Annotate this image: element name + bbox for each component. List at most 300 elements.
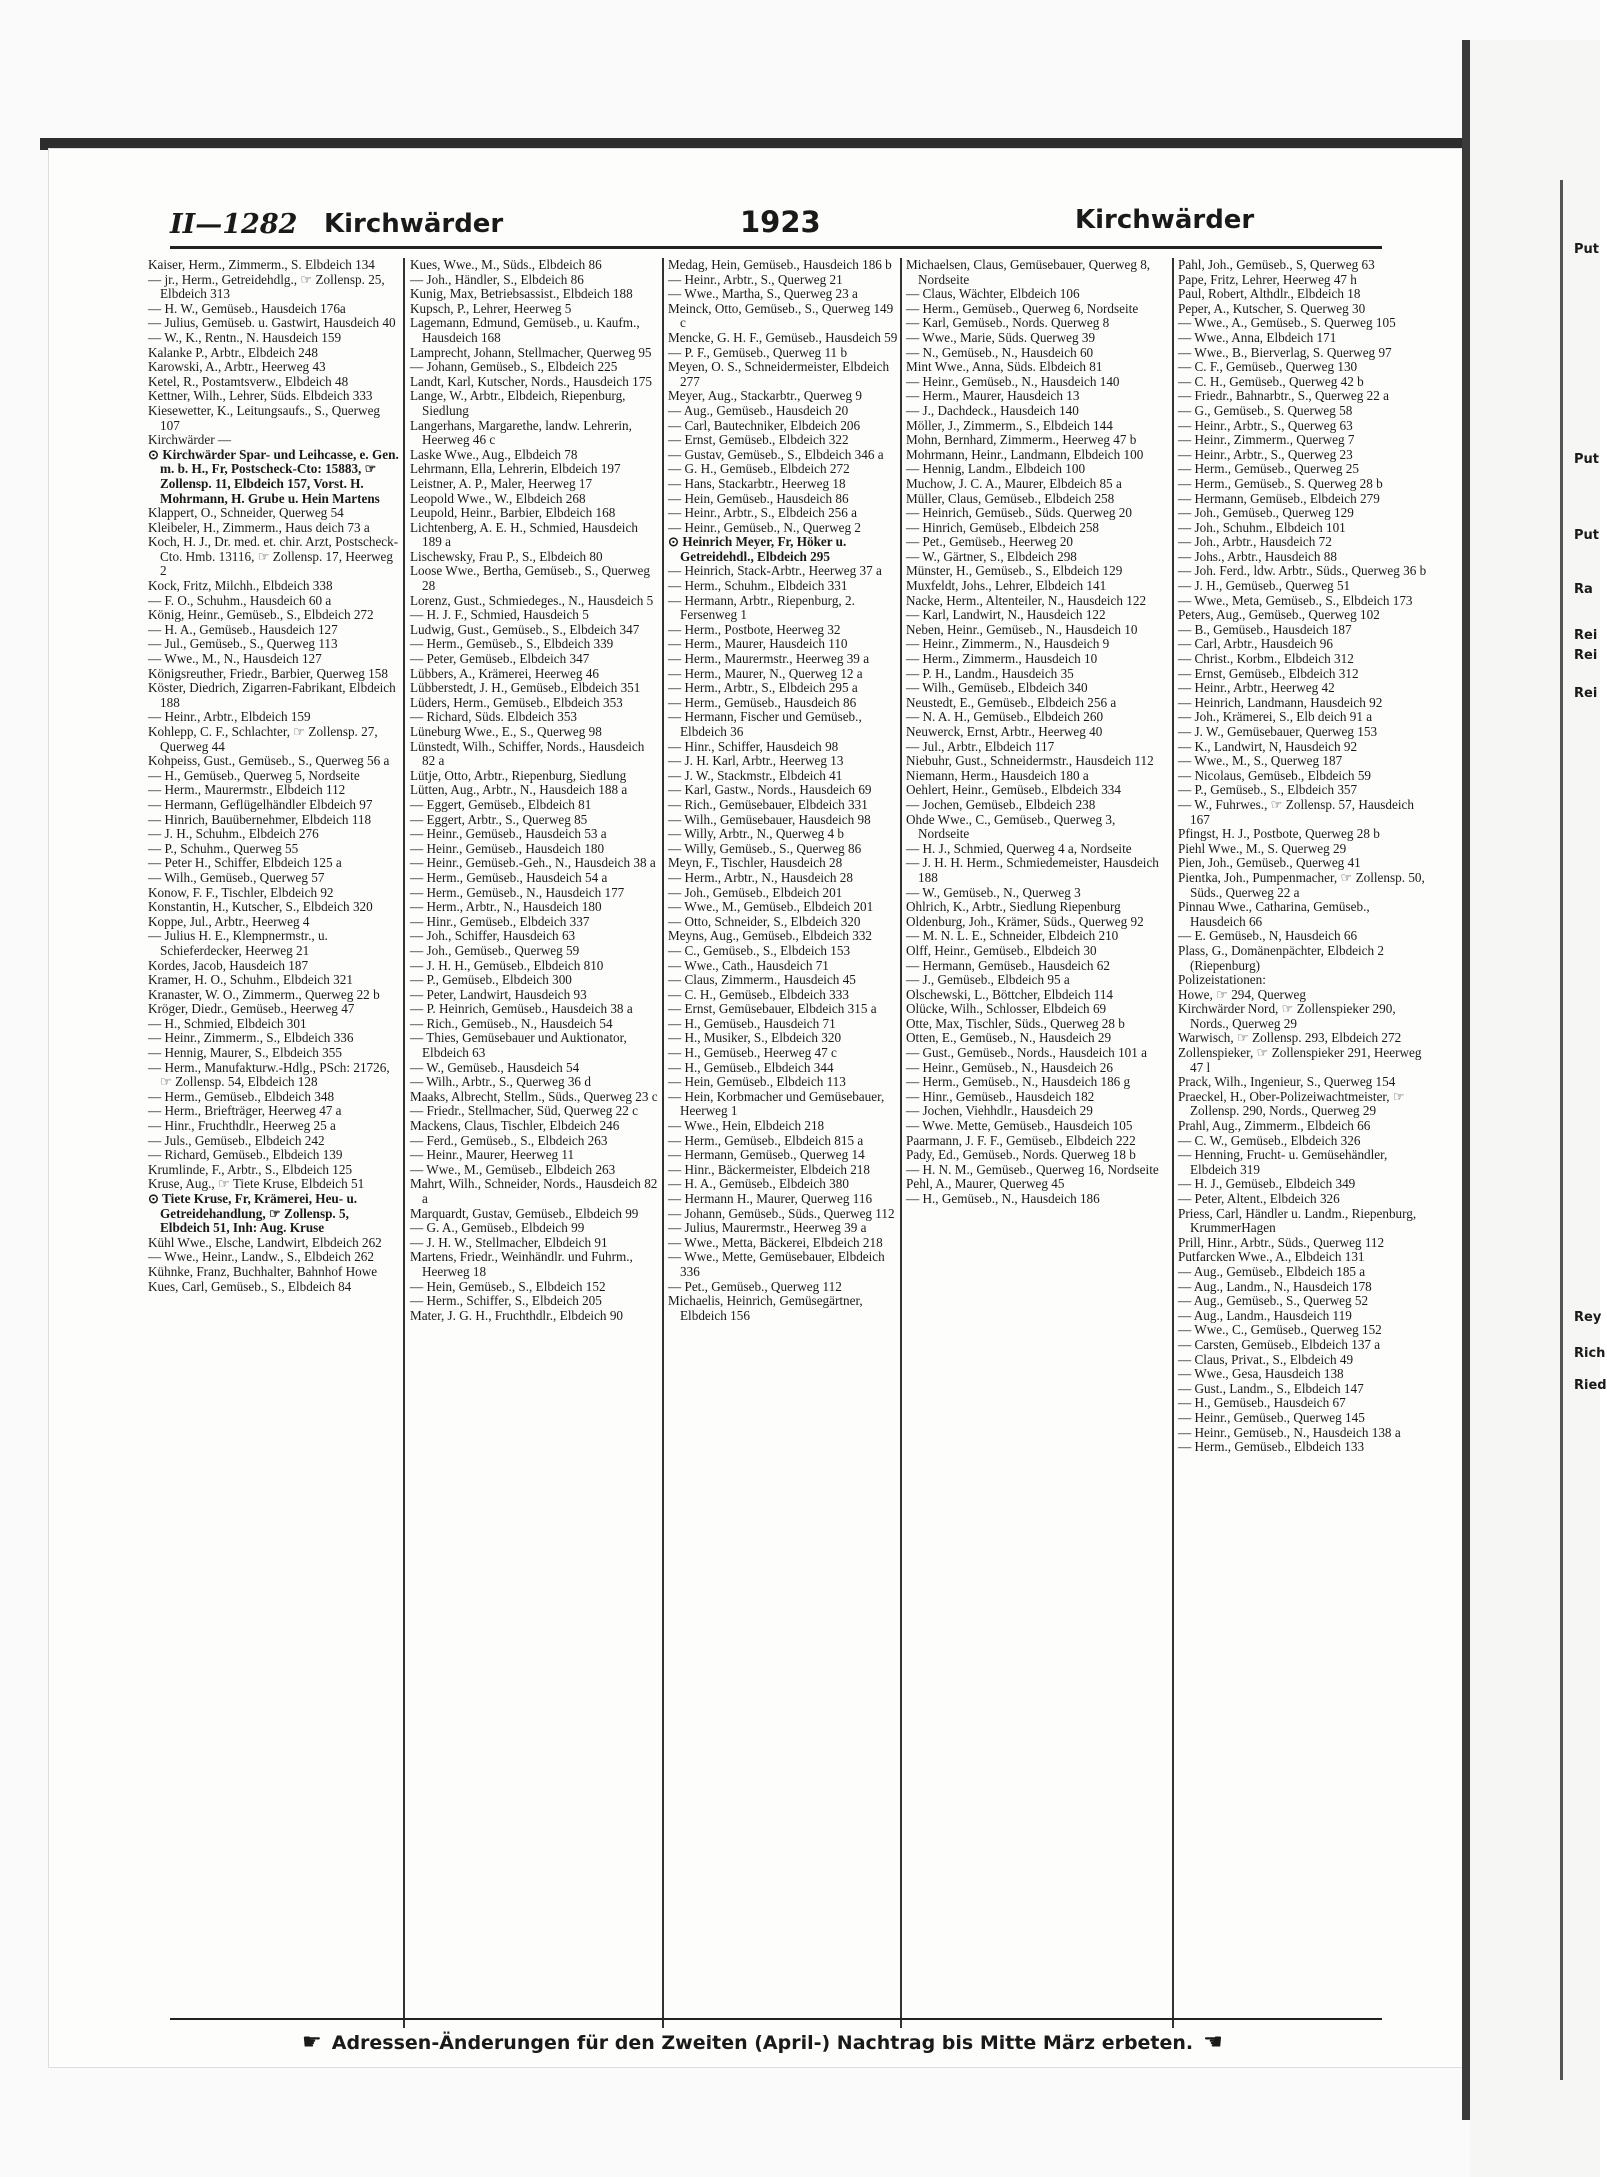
directory-entry: — Heinrich, Landmann, Hausdeich 92: [1178, 694, 1383, 710]
directory-entry: Kleibeler, H., Zimmerm., Haus deich 73 a: [148, 519, 370, 535]
directory-entry: Koppe, Jul., Arbtr., Heerweg 4: [148, 913, 310, 929]
directory-entry: — Herm., Gemüseb., N., Hausdeich 186 g: [906, 1074, 1131, 1090]
directory-entry: Putfarcken Wwe., A., Elbdeich 131: [1178, 1249, 1365, 1265]
directory-entry: — Johann, Gemüseb., S., Elbdeich 225: [410, 359, 618, 375]
directory-entry: — Thies, Gemüsebauer und Auktionator, Elbdeich 63: [410, 1030, 627, 1061]
directory-entry: — Aug., Landm., N., Hausdeich 178: [1178, 1278, 1372, 1294]
directory-entry: Maaks, Albrecht, Stellm., Süds., Querweg 23 c: [410, 1088, 658, 1104]
directory-entry: — Aug., Gemüseb., Hausdeich 20: [668, 402, 849, 418]
directory-entry: — N., Gemüseb., N., Hausdeich 60: [906, 344, 1094, 360]
directory-entry: Plass, G., Domänenpächter, Elbdeich 2 (Riepenburg): [1178, 942, 1385, 973]
directory-entry: — C. W., Gemüseb., Elbdeich 326: [1178, 1132, 1361, 1148]
directory-entry: Lischewsky, Frau P., S., Elbdeich 80: [410, 548, 603, 564]
directory-entry: — Hein, Gemüseb., Elbdeich 113: [668, 1074, 846, 1090]
directory-entry: Warwisch, ☞ Zollensp. 293, Elbdeich 272: [1178, 1030, 1402, 1046]
directory-entry: — J. H. H. Herm., Schmiedemeister, Hausdeich 188: [906, 855, 1159, 885]
directory-entry: — Joh., Händler, S., Elbdeich 86: [410, 271, 584, 287]
directory-entry: Ohde Wwe., C., Gemüseb., Querweg 3, Nordseite: [906, 811, 1116, 842]
directory-entry: Leopold Wwe., W., Elbdeich 268: [410, 490, 586, 506]
directory-entry: — Herm., Arbtr., S., Elbdeich 295 a: [668, 680, 858, 696]
directory-entry: — Joh., Gemüseb., Querweg 129: [1178, 505, 1354, 521]
page-header: [170, 205, 1380, 245]
directory-entry: Niebuhr, Gust., Schneidermstr., Hausdeich 112: [906, 753, 1154, 769]
directory-entry: Lütje, Otto, Arbtr., Riepenburg, Siedlung: [410, 767, 627, 783]
directory-entry: — Hennig, Landm., Elbdeich 100: [906, 461, 1086, 477]
directory-entry: — Johs., Arbtr., Hausdeich 88: [1178, 548, 1337, 564]
directory-entry: Ludwig, Gust., Gemüseb., S., Elbdeich 347: [410, 621, 640, 637]
directory-entry: Konstantin, H., Kutscher, S., Elbdeich 320: [148, 899, 373, 915]
directory-entry: — Karl, Gastw., Nords., Hausdeich 69: [668, 782, 872, 798]
page-footer: [292, 2030, 1292, 2055]
directory-entry: — Ernst, Gemüsebauer, Elbdeich 315 a: [668, 1001, 877, 1017]
directory-entry: — Nicolaus, Gemüseb., Elbdeich 59: [1178, 767, 1372, 783]
directory-entry: — Hinr., Schiffer, Hausdeich 98: [668, 738, 839, 754]
directory-entry: Meyer, Aug., Stackarbtr., Querweg 9: [668, 388, 862, 404]
directory-entry: Kock, Fritz, Milchh., Elbdeich 338: [148, 578, 333, 594]
directory-entry: — H. J. F., Schmied, Hausdeich 5: [410, 607, 589, 623]
directory-entry: Kruse, Aug., ☞ Tiete Kruse, Elbdeich 51: [148, 1176, 365, 1192]
directory-entry: — P. Heinrich, Gemüseb., Hausdeich 38 a: [410, 1001, 633, 1017]
directory-entry: — C. H., Gemüseb., Elbdeich 333: [668, 986, 849, 1002]
directory-entry: — Herm., Gemüseb., Querweg 25: [1178, 461, 1359, 477]
directory-entry: ⊙ Tiete Kruse, Fr, Krämerei, Heu- u. Getreidehandlung, ☞ Zollensp. 5, Elbdeich 51, Inh: Aug. Kruse: [148, 1191, 358, 1236]
directory-entry: — Peter H., Schiffer, Elbdeich 125 a: [148, 855, 342, 871]
directory-entry: — Herm., Maurermstr., Heerweg 39 a: [668, 651, 870, 667]
directory-entry: Kettner, Wilh., Lehrer, Süds. Elbdeich 333: [148, 388, 373, 404]
directory-entry: — Hinrich, Gemüseb., Elbdeich 258: [906, 519, 1100, 535]
directory-entry: — Heinr., Zimmerm., N., Hausdeich 9: [906, 636, 1110, 652]
adjacent-page-word: Ried: [1574, 1378, 1607, 1393]
directory-entry: — H., Gemüseb., Hausdeich 71: [668, 1015, 836, 1031]
adjacent-page-edge: [1560, 180, 1563, 2080]
column-divider: [1172, 258, 1174, 2028]
directory-entry: — Jochen, Gemüseb., Elbdeich 238: [906, 796, 1096, 812]
directory-entry: — H., Gemüseb., Elbdeich 344: [668, 1059, 834, 1075]
directory-entry: — Hermann, Fischer und Gemüseb., Elbdeich 36: [668, 709, 862, 739]
directory-entry: — Herm., Maurer, Hausdeich 13: [906, 388, 1080, 404]
directory-entry: — J. H. Karl, Arbtr., Heerweg 13: [668, 753, 844, 769]
directory-entry: Kirchwärder —: [148, 432, 232, 448]
directory-entry: Mohn, Bernhard, Zimmerm., Heerweg 47 b: [906, 432, 1137, 448]
directory-entry: — Claus, Zimmerm., Hausdeich 45: [668, 972, 856, 988]
directory-entry: — Herm., Schiffer, S., Elbdeich 205: [410, 1293, 602, 1309]
directory-entry: Lünstedt, Wilh., Schiffer, Nords., Hausdeich 82 a: [410, 738, 645, 769]
page-right-edge: [1462, 40, 1470, 2120]
directory-entry: Muchow, J. C. A., Maurer, Elbdeich 85 a: [906, 475, 1122, 491]
directory-entry: — Herm., Gemüseb., S. Querweg 28 b: [1178, 475, 1383, 491]
directory-entry: — Heinr., Zimmerm., Querweg 7: [1178, 432, 1355, 448]
directory-entry: — Aug., Landm., Hausdeich 119: [1178, 1307, 1352, 1323]
directory-entry: — Joh. Ferd., ldw. Arbtr., Süds., Querweg 36 b: [1178, 563, 1427, 579]
directory-entry: Mohrmann, Heinr., Landmann, Elbdeich 100: [906, 446, 1144, 462]
directory-entry: — Wwe., Gesa, Hausdeich 138: [1178, 1366, 1344, 1382]
directory-entry: — Henning, Frucht- u. Gemüsehändler, Elbdeich 319: [1178, 1147, 1388, 1177]
directory-entry: Kühl Wwe., Elsche, Landwirt, Elbdeich 262: [148, 1234, 382, 1250]
directory-entry: — G., Gemüseb., S. Querweg 58: [1178, 402, 1353, 418]
directory-entry: — Heinr., Gemüseb.-Geh., N., Hausdeich 38 a: [410, 855, 656, 871]
adjacent-page-word: Put: [1574, 452, 1599, 467]
directory-entry: Kues, Carl, Gemüseb., S., Elbdeich 84: [148, 1278, 352, 1294]
directory-entry: — Herm., Maurer, Hausdeich 110: [668, 636, 848, 652]
directory-entry: — Heinr., Gemüseb., N., Querweg 2: [668, 519, 862, 535]
pointing-hand-left-icon: ☚: [1203, 2030, 1223, 2055]
directory-entry: — Herm., Gemüseb., Hausdeich 54 a: [410, 869, 608, 885]
directory-entry: — Gustav, Gemüseb., S., Elbdeich 346 a: [668, 446, 884, 462]
directory-entry: — Friedr., Stellmacher, Süd, Querweg 22 c: [410, 1103, 639, 1119]
directory-entry: König, Heinr., Gemüseb., S., Elbdeich 272: [148, 607, 374, 623]
directory-entry: — Heinrich, Stack-Arbtr., Heerweg 37 a: [668, 563, 882, 579]
directory-entry: — H. A., Gemüseb., Hausdeich 127: [148, 621, 338, 637]
directory-entry: Marquardt, Gustav, Gemüseb., Elbdeich 99: [410, 1205, 639, 1221]
directory-entry: Landt, Karl, Kutscher, Nords., Hausdeich 175: [410, 373, 652, 389]
directory-entry: Otten, E., Gemüseb., N., Hausdeich 29: [906, 1030, 1112, 1046]
directory-entry: — Heinr., Arbtr., Elbdeich 159: [148, 709, 311, 725]
directory-entry: Priess, Carl, Händler u. Landm., Riepenburg, KrummerHagen: [1178, 1205, 1417, 1236]
directory-entry: Mackens, Claus, Tischler, Elbdeich 246: [410, 1118, 620, 1134]
directory-entry: — Wwe. Mette, Gemüseb., Hausdeich 105: [906, 1118, 1133, 1134]
directory-entry: Kohlepp, C. F., Schlachter, ☞ Zollensp. 27, Querweg 44: [148, 724, 378, 754]
directory-entry: Lüders, Herm., Gemüseb., Elbdeich 353: [410, 694, 623, 710]
directory-entry: Medag, Hein, Gemüseb., Hausdeich 186 b: [668, 257, 892, 272]
directory-entry: Mint Wwe., Anna, Süds. Elbdeich 81: [906, 359, 1103, 375]
directory-entry: — J. H. H., Gemüseb., Elbdeich 810: [410, 957, 604, 973]
directory-entry: Pehl, A., Maurer, Querweg 45: [906, 1176, 1065, 1192]
footer-notice: Adressen-Änderungen für den Zweiten (April-) Nachtrag bis Mitte März erbeten.: [331, 2032, 1194, 2054]
directory-entry: — Hermann, Gemüseb., Elbdeich 279: [1178, 490, 1380, 506]
directory-entry: — Hennig, Maurer, S., Elbdeich 355: [148, 1045, 342, 1061]
directory-entry: — Heinr., Zimmerm., S., Elbdeich 336: [148, 1030, 354, 1046]
directory-entry: — W., Gemüseb., Hausdeich 54: [410, 1059, 580, 1075]
directory-entry: — H. J., Gemüseb., Elbdeich 349: [1178, 1176, 1356, 1192]
directory-entry: — Herm., Gemüseb., S., Elbdeich 339: [410, 636, 614, 652]
directory-entry: — H., Gemüseb., Heerweg 47 c: [668, 1045, 837, 1061]
directory-entry: — Rich., Gemüsebauer, Elbdeich 331: [668, 796, 868, 812]
directory-entry: — Herm., Maurer, N., Querweg 12 a: [668, 665, 863, 681]
directory-entry: — G. A., Gemüseb., Elbdeich 99: [410, 1220, 585, 1236]
column-divider: [403, 258, 405, 2028]
directory-entry: Peper, A., Kutscher, S. Querweg 30: [1178, 300, 1366, 316]
directory-entry: — Richard, Süds. Elbdeich 353: [410, 709, 578, 725]
directory-entry: — Herm., Gemüseb., Hausdeich 86: [668, 694, 857, 710]
directory-entry: Kues, Wwe., M., Süds., Elbdeich 86: [410, 257, 602, 272]
directory-entry: Laske Wwe., Aug., Elbdeich 78: [410, 446, 578, 462]
directory-entry: — Peter, Landwirt, Hausdeich 93: [410, 986, 587, 1002]
directory-entry: — E. Gemüseb., N, Hausdeich 66: [1178, 928, 1358, 944]
directory-entry: — Wwe., Marie, Süds. Querweg 39: [906, 329, 1096, 345]
directory-entry: — Hinr., Gemüseb., Elbdeich 337: [410, 913, 590, 929]
directory-entry: — H., Gemüseb., N., Hausdeich 186: [906, 1191, 1100, 1206]
directory-entry: — C., Gemüseb., S., Elbdeich 153: [668, 942, 851, 958]
directory-entry: Paarmann, J. F. F., Gemüseb., Elbdeich 222: [906, 1132, 1136, 1148]
directory-entry: — Willy, Gemüseb., S., Querweg 86: [668, 840, 862, 856]
column-1: [148, 258, 400, 2058]
directory-entry: Mater, J. G. H., Fruchthdlr., Elbdeich 90: [410, 1307, 624, 1323]
adjacent-page-word: Rich: [1574, 1346, 1606, 1361]
directory-entry: — Eggert, Arbtr., S., Querweg 85: [410, 811, 588, 827]
directory-entry: — Herm., Schuhm., Elbdeich 331: [668, 578, 848, 594]
directory-entry: — H. A., Gemüseb., Elbdeich 380: [668, 1176, 849, 1192]
directory-entry: — Heinr., Arbtr., S., Querweg 63: [1178, 417, 1353, 433]
directory-entry: Meinck, Otto, Gemüseb., S., Querweg 149 c: [668, 300, 894, 331]
column-4: [906, 258, 1168, 2058]
directory-entry: Michaelis, Heinrich, Gemüsegärtner, Elbdeich 156: [668, 1293, 863, 1323]
directory-entry: Lüneburg Wwe., E., S., Querweg 98: [410, 724, 602, 739]
directory-entry: Meyn, F., Tischler, Hausdeich 28: [668, 855, 843, 871]
directory-entry: — Hans, Stackarbtr., Heerweg 18: [668, 475, 846, 491]
directory-entry: — Claus, Privat., S., Elbdeich 49: [1178, 1351, 1354, 1367]
adjacent-page-word: Ra: [1574, 582, 1593, 597]
directory-entry: Ketel, R., Postamtsverw., Elbdeich 48: [148, 373, 349, 389]
directory-entry: — Christ., Korbm., Elbdeich 312: [1178, 651, 1354, 667]
directory-entry: — Aug., Gemüseb., S., Querweg 52: [1178, 1293, 1369, 1309]
directory-entry: Lagemann, Edmund, Gemüseb., u. Kaufm., Hausdeich 168: [410, 315, 640, 345]
directory-entry: — Herm., Manufakturw.-Hdlg., PSch: 21726, ☞ Zollensp. 54, Elbdeich 128: [148, 1059, 390, 1090]
directory-entry: — Aug., Gemüseb., Elbdeich 185 a: [1178, 1263, 1366, 1279]
directory-entry: Neustedt, E., Gemüseb., Elbdeich 256 a: [906, 694, 1117, 710]
page-number: II—1282: [170, 209, 298, 240]
adjacent-page-word: Rey: [1574, 1310, 1602, 1325]
directory-entry: Pinnau Wwe., Catharina, Gemüseb., Hausdeich 66: [1178, 899, 1370, 929]
directory-entry: — Johann, Gemüseb., Süds., Querweg 112: [668, 1205, 895, 1221]
directory-entry: Lütten, Aug., Arbtr., N., Hausdeich 188 a: [410, 782, 628, 798]
directory-entry: Konow, F. F., Tischler, Elbdeich 92: [148, 884, 334, 900]
directory-entry: — B., Gemüseb., Hausdeich 187: [1178, 621, 1352, 637]
directory-entry: Michaelsen, Claus, Gemüsebauer, Querweg 8, Nordseite: [906, 257, 1151, 287]
directory-entry: Kaiser, Herm., Zimmerm., S. Elbdeich 134: [148, 257, 375, 272]
directory-entry: — Hermann, Geflügelhändler Elbdeich 97: [148, 796, 373, 812]
column-divider: [662, 258, 664, 2028]
directory-entry: — Joh., Gemüseb., Querweg 59: [410, 942, 580, 958]
directory-entry: — Julius, Gemüseb. u. Gastwirt, Hausdeich 40: [148, 315, 396, 331]
adjacent-page: [1470, 40, 1600, 2177]
directory-entry: — Hermann, Arbtr., Riepenburg, 2. Fersenweg 1: [668, 592, 855, 623]
directory-entry: — K., Landwirt, N, Hausdeich 92: [1178, 738, 1358, 754]
directory-entry: — C. F., Gemüseb., Querweg 130: [1178, 359, 1358, 375]
directory-entry: — Joh., Schuhm., Elbdeich 101: [1178, 519, 1346, 535]
directory-entry: Neuwerck, Ernst, Arbtr., Heerweg 40: [906, 724, 1103, 739]
directory-entry: Klappert, O., Schneider, Querweg 54: [148, 505, 344, 521]
directory-entry: Kohpeiss, Gust., Gemüseb., S., Querweg 56 a: [148, 753, 390, 769]
directory-entry: Langerhans, Margarethe, landw. Lehrerin, Heerweg 46 c: [410, 417, 632, 448]
directory-entry: — H. J., Schmied, Querweg 4 a, Nordseite: [906, 840, 1132, 856]
directory-entry: Meyen, O. S., Schneidermeister, Elbdeich 277: [668, 359, 890, 389]
directory-entry: — Peter, Gemüseb., Elbdeich 347: [410, 651, 590, 667]
directory-entry: Möller, J., Zimmerm., S., Elbdeich 144: [906, 417, 1113, 433]
directory-entry: — Herm., Gemüseb., Elbdeich 815 a: [668, 1132, 864, 1148]
adjacent-page-word: Put: [1574, 242, 1599, 257]
directory-entry: — P., Gemüseb., Elbdeich 300: [410, 972, 572, 988]
directory-entry: — P., Gemüseb., S., Elbdeich 357: [1178, 782, 1358, 798]
directory-entry: Pahl, Joh., Gemüseb., S, Querweg 63: [1178, 257, 1375, 272]
directory-entry: ⊙ Heinrich Meyer, Fr, Höker u. Getreidehdl., Elbdeich 295: [668, 534, 847, 564]
directory-entry: — Carsten, Gemüseb., Elbdeich 137 a: [1178, 1336, 1381, 1352]
directory-entry: — Herm., Briefträger, Heerweg 47 a: [148, 1103, 342, 1119]
directory-entry: Lange, W., Arbtr., Elbdeich, Riepenburg, Siedlung: [410, 388, 626, 418]
directory-entry: — Hermann, Gemüseb., Hausdeich 62: [906, 957, 1110, 973]
directory-entry: — P., Schuhm., Querweg 55: [148, 840, 299, 856]
directory-entry: Leupold, Heinr., Barbier, Elbdeich 168: [410, 505, 616, 521]
directory-entry: — Wwe., Meta, Gemüseb., S., Elbdeich 173: [1178, 592, 1413, 608]
directory-entry: — Hinrich, Bauübernehmer, Elbdeich 118: [148, 811, 372, 827]
directory-entry: Kupsch, P., Lehrer, Heerweg 5: [410, 300, 572, 316]
directory-entry: Olschewski, L., Böttcher, Elbdeich 114: [906, 986, 1114, 1002]
directory-entry: — Herm., Gemüseb., N., Hausdeich 177: [410, 884, 625, 900]
directory-entry: Otte, Max, Tischler, Süds., Querweg 28 b: [906, 1015, 1125, 1031]
directory-entry: Karowski, A., Arbtr., Heerweg 43: [148, 359, 326, 375]
directory-entry: — Ernst, Gemüseb., Elbdeich 312: [1178, 665, 1359, 681]
directory-entry: — Hinr., Fruchthdlr., Heerweg 25 a: [148, 1118, 336, 1134]
directory-entry: — Wwe., M., N., Hausdeich 127: [148, 651, 322, 667]
directory-entry: — Wwe., Mette, Gemüsebauer, Elbdeich 336: [668, 1249, 885, 1279]
directory-entry: — Hinr., Bäckermeister, Elbdeich 218: [668, 1161, 870, 1177]
directory-entry: — Eggert, Gemüseb., Elbdeich 81: [410, 796, 592, 812]
adjacent-page-word: Put: [1574, 528, 1599, 543]
directory-entry: — Hein, Korbmacher und Gemüsebauer, Heerweg 1: [668, 1088, 885, 1119]
directory-entry: — Joh., Krämerei, S., Elb deich 91 a: [1178, 709, 1373, 725]
adjacent-page-word: Rei: [1574, 628, 1598, 643]
directory-entry: Lübbers, A., Krämerei, Heerweg 46: [410, 665, 599, 681]
directory-entry: — Wilh., Gemüseb., Querweg 57: [148, 869, 325, 885]
directory-entry: — Ernst, Gemüseb., Elbdeich 322: [668, 432, 849, 448]
directory-entry: — Karl, Landwirt, N., Hausdeich 122: [906, 607, 1106, 623]
directory-entry: — Hein, Gemüseb., S., Elbdeich 152: [410, 1278, 606, 1294]
directory-entry: — Wilh., Arbtr., S., Querweg 36 d: [410, 1074, 591, 1090]
directory-entry: Pfingst, H. J., Postbote, Querweg 28 b: [1178, 826, 1380, 842]
directory-entry: Pientka, Joh., Pumpenmacher, ☞ Zollensp. 50, Süds., Querweg 22 a: [1178, 869, 1425, 900]
directory-entry: Niemann, Herm., Hausdeich 180 a: [906, 767, 1089, 783]
directory-entry: Müller, Claus, Gemüseb., Elbdeich 258: [906, 490, 1115, 506]
directory-entry: — H., Gemüseb., Querweg 5, Nordseite: [148, 767, 360, 783]
column-5: [1178, 258, 1428, 2058]
directory-entry: — H. W., Gemüseb., Hausdeich 176a: [148, 300, 346, 316]
directory-entry: Lichtenberg, A. E. H., Schmied, Hausdeich 189 a: [410, 519, 638, 550]
directory-entry: Oehlert, Heinr., Gemüseb., Elbdeich 334: [906, 782, 1121, 798]
directory-entry: Pape, Fritz, Lehrer, Heerweg 47 h: [1178, 271, 1357, 287]
directory-entry: — Hermann H., Maurer, Querweg 116: [668, 1191, 873, 1206]
directory-entry: — P. F., Gemüseb., Querweg 11 b: [668, 344, 848, 360]
directory-entry: — Herm., Gemüseb., Elbdeich 348: [148, 1088, 335, 1104]
directory-entry: — jr., Herm., Getreidehdlg., ☞ Zollensp. 25, Elbdeich 313: [148, 271, 385, 302]
directory-entry: Olff, Heinr., Gemüseb., Elbdeich 30: [906, 942, 1097, 958]
directory-entry: — Wwe., M., Gemüseb., Elbdeich 201: [668, 899, 874, 915]
directory-entry: — Wwe., B., Bierverlag, S. Querweg 97: [1178, 344, 1392, 360]
directory-entry: — Wwe., M., Gemüseb., Elbdeich 263: [410, 1161, 616, 1177]
directory-entry: — Juls., Gemüseb., Elbdeich 242: [148, 1132, 325, 1148]
directory-entry: — Wilh., Gemüsebauer, Hausdeich 98: [668, 811, 871, 827]
adjacent-page-word: Rei: [1574, 686, 1598, 701]
directory-entry: — Wwe., C., Gemüseb., Querweg 152: [1178, 1322, 1382, 1338]
directory-entry: — Wwe., Heinr., Landw., S., Elbdeich 262: [148, 1249, 374, 1265]
footer-rule: [170, 2018, 1382, 2020]
directory-entry: — J. H., Schuhm., Elbdeich 276: [148, 826, 319, 842]
directory-entry: — J. H., Gemüseb., Querweg 51: [1178, 578, 1351, 594]
directory-entry: — M. N. L. E., Schneider, Elbdeich 210: [906, 928, 1119, 944]
directory-entry: — Jul., Arbtr., Elbdeich 117: [906, 738, 1055, 754]
directory-entry: — J. W., Stackmstr., Elbdeich 41: [668, 767, 843, 783]
directory-entry: Königsreuther, Friedr., Barbier, Querweg 158: [148, 665, 388, 681]
directory-entry: — J. W., Gemüsebauer, Querweg 153: [1178, 724, 1378, 739]
directory-entry: Münster, H., Gemüseb., S., Elbdeich 129: [906, 563, 1123, 579]
directory-entry: Lamprecht, Johann, Stellmacher, Querweg 95: [410, 344, 652, 360]
directory-entry: Kramer, H. O., Schuhm., Elbdeich 321: [148, 972, 353, 988]
directory-entry: — H. N. M., Gemüseb., Querweg 16, Nordseite: [906, 1161, 1159, 1177]
directory-entry: — Heinr., Arbtr., Heerweg 42: [1178, 680, 1335, 696]
directory-entry: Martens, Friedr., Weinhändlr. und Fuhrm., Heerweg 18: [410, 1249, 633, 1279]
directory-entry: Pien, Joh., Gemüseb., Querweg 41: [1178, 855, 1361, 871]
directory-entry: Loose Wwe., Bertha, Gemüseb., S., Querweg 28: [410, 563, 651, 594]
directory-entry: — Wilh., Gemüseb., Elbdeich 340: [906, 680, 1088, 696]
directory-entry: — Carl, Arbtr., Hausdeich 96: [1178, 636, 1333, 652]
directory-entry: — W., K., Rentn., N. Hausdeich 159: [148, 329, 342, 345]
directory-entry: — J., Gemüseb., Elbdeich 95 a: [906, 972, 1070, 988]
directory-entry: — Julius, Maurermstr., Heerweg 39 a: [668, 1220, 867, 1236]
directory-entry: Neben, Heinr., Gemüseb., N., Hausdeich 10: [906, 621, 1138, 637]
directory-entry: — Heinr., Maurer, Heerweg 11: [410, 1147, 575, 1163]
directory-entry: — Herm., Gemüseb., Querweg 6, Nordseite: [906, 300, 1139, 316]
directory-entry: Prill, Hinr., Arbtr., Süds., Querweg 112: [1178, 1234, 1385, 1250]
directory-entry: — Heinr., Gemüseb., N., Hausdeich 138 a: [1178, 1424, 1401, 1440]
directory-entry: — Friedr., Bahnarbtr., S., Querweg 22 a: [1178, 388, 1389, 404]
column-2: [410, 258, 658, 2058]
directory-entry: Mahrt, Wilh., Schneider, Nords., Hausdeich 82 a: [410, 1176, 658, 1206]
directory-entry: Nacke, Herm., Altenteiler, N., Hausdeich 122: [906, 592, 1147, 608]
directory-entry: — Heinr., Gemüseb., N., Hausdeich 26: [906, 1059, 1113, 1075]
directory-entry: Muxfeldt, Johs., Lehrer, Elbdeich 141: [906, 578, 1107, 594]
directory-entry: — H., Musiker, S., Elbdeich 320: [668, 1030, 842, 1046]
directory-entry: — Julius H. E., Klempnermstr., u. Schieferdecker, Heerweg 21: [148, 928, 328, 958]
directory-entry: — Gust., Landm., S., Elbdeich 147: [1178, 1380, 1364, 1396]
directory-entry: — Wwe., Metta, Bäckerei, Elbdeich 218: [668, 1234, 883, 1250]
directory-entry: — Gust., Gemüseb., Nords., Hausdeich 101 a: [906, 1045, 1148, 1061]
column-divider: [900, 258, 902, 2028]
directory-entry: — Hinr., Gemüseb., Hausdeich 182: [906, 1088, 1095, 1104]
directory-entry: — Wwe., Hein, Elbdeich 218: [668, 1118, 825, 1134]
directory-entry: — G. H., Gemüseb., Elbdeich 272: [668, 461, 850, 477]
directory-entry: — Herm., Postbote, Heerweg 32: [668, 621, 841, 637]
directory-entry: Pady, Ed., Gemüseb., Nords. Querweg 18 b: [906, 1147, 1136, 1163]
directory-entry: Howe, ☞ 294, Querweg: [1178, 986, 1306, 1002]
adjacent-page-word: Rei: [1574, 648, 1598, 663]
directory-entry: Polizeistationen:: [1178, 972, 1266, 988]
directory-entry: — Heinr., Gemüseb., Querweg 145: [1178, 1409, 1365, 1425]
directory-entry: — Claus, Wächter, Elbdeich 106: [906, 286, 1080, 302]
directory-entry: — Herm., Maurermstr., Elbdeich 112: [148, 782, 346, 798]
directory-entry: — Heinr., Gemüseb., N., Hausdeich 140: [906, 373, 1120, 389]
directory-entry: Kirchwärder Nord, ☞ Zollenspieker 290, Nords., Querweg 29: [1178, 1001, 1396, 1031]
directory-entry: — Herm., Gemüseb., Elbdeich 133: [1178, 1439, 1365, 1455]
directory-entry: — F. O., Schuhm., Hausdeich 60 a: [148, 592, 332, 608]
directory-entry: — W., Gemüseb., N., Querweg 3: [906, 884, 1081, 900]
directory-entry: — N. A. H., Gemüseb., Elbdeich 260: [906, 709, 1104, 725]
directory-entry: — Wwe., M., S., Querweg 187: [1178, 753, 1343, 769]
directory-entry: — Jochen, Viehhdlr., Hausdeich 29: [906, 1103, 1093, 1119]
directory-entry: — Wwe., A., Gemüseb., S. Querweg 105: [1178, 315, 1396, 331]
directory-entry: — Herm., Arbtr., N., Hausdeich 28: [668, 869, 853, 885]
directory-entry: Prack, Wilh., Ingenieur, S., Querweg 154: [1178, 1074, 1396, 1090]
directory-entry: Olücke, Wilh., Schlosser, Elbdeich 69: [906, 1001, 1107, 1017]
directory-entry: Paul, Robert, Althdlr., Elbdeich 18: [1178, 286, 1361, 302]
directory-entry: — Hein, Gemüseb., Hausdeich 86: [668, 490, 849, 506]
directory-entry: Leistner, A. P., Maler, Heerweg 17: [410, 475, 593, 491]
directory-entry: Lehrmann, Ella, Lehrerin, Elbdeich 197: [410, 461, 621, 477]
directory-entry: — Herm., Zimmerm., Hausdeich 10: [906, 651, 1098, 667]
directory-entry: Krumlinde, F., Arbtr., S., Elbdeich 125: [148, 1161, 353, 1177]
header-right-title: Kirchwärder: [1075, 205, 1255, 235]
directory-entry: Kordes, Jacob, Hausdeich 187: [148, 957, 309, 973]
directory-entry: — Heinr., Gemüseb., Hausdeich 180: [410, 840, 605, 856]
directory-entry: Lübberstedt, J. H., Gemüseb., Elbdeich 351: [410, 680, 641, 696]
directory-entry: Peters, Aug., Gemüseb., Querweg 102: [1178, 607, 1380, 623]
